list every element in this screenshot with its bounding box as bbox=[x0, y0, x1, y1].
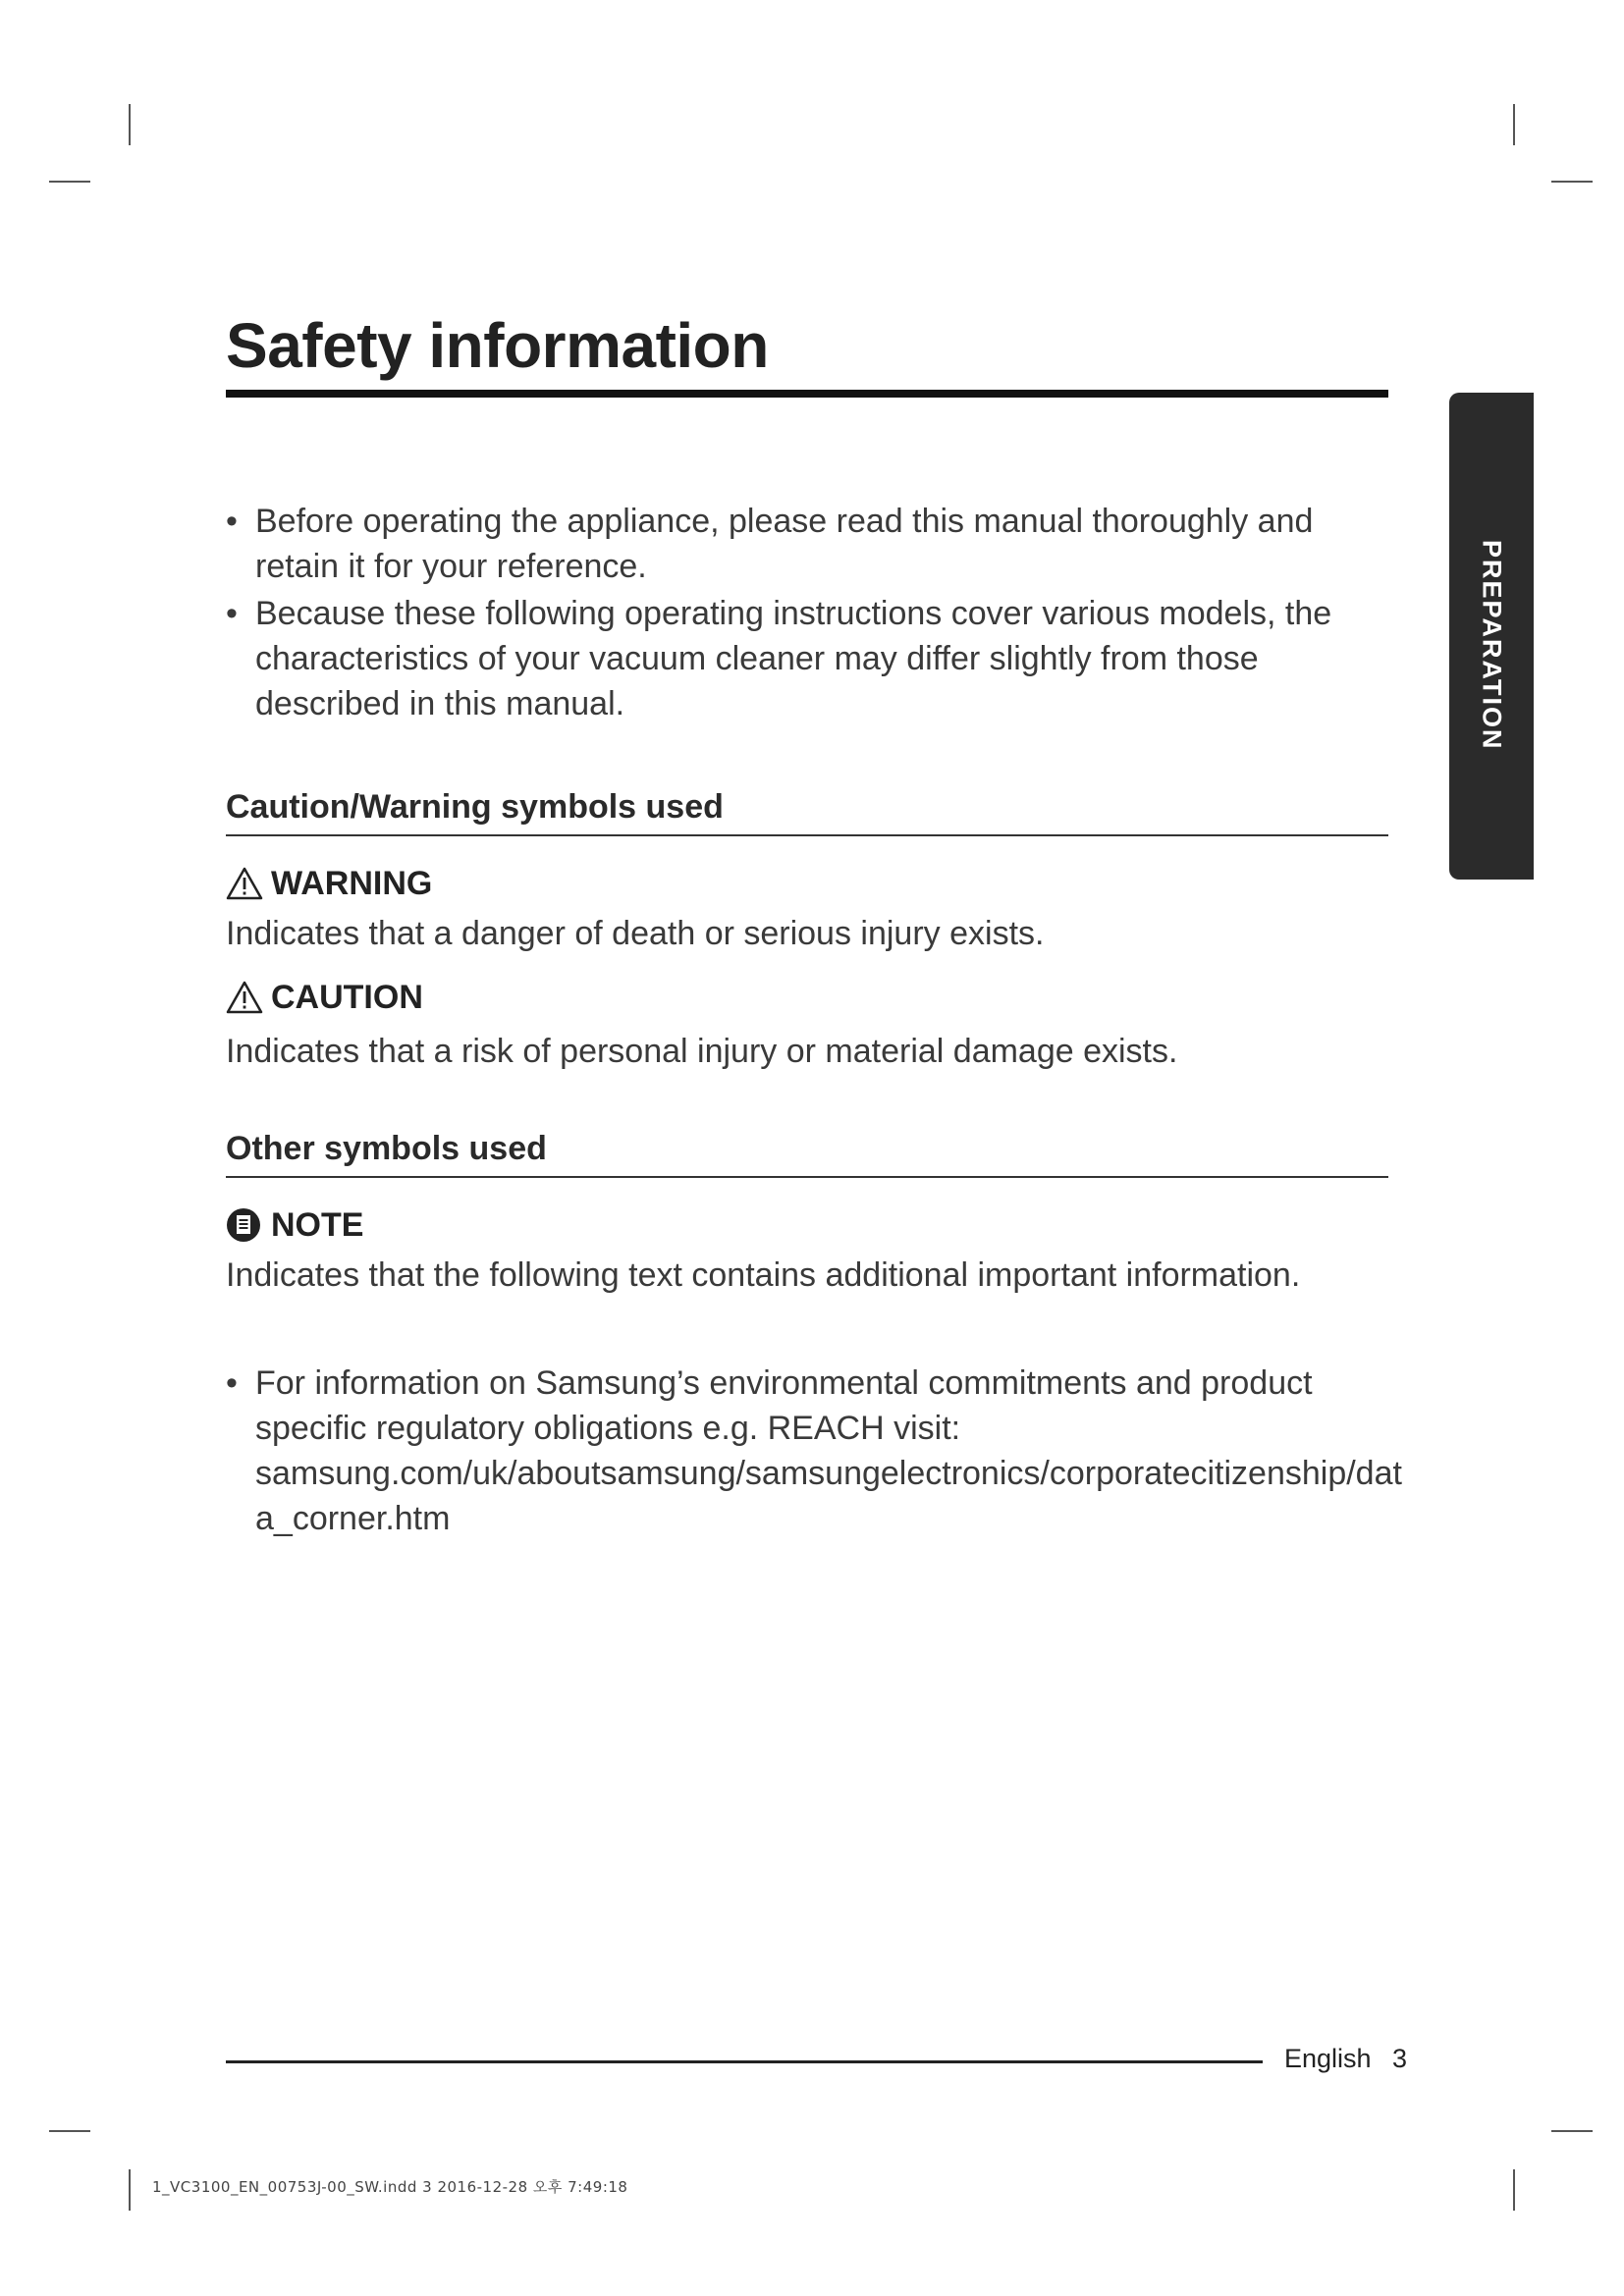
bullet-text: For information on Samsung’s environmental commitments and product specific regulatory obligations e.g. REACH visit: samsung.com/uk/aboutsamsung/samsungelectronics/corporatecitizenship/data_corner.htm bbox=[255, 1364, 1402, 1537]
note-label bbox=[226, 1203, 363, 1247]
other-section-rule bbox=[226, 1176, 1388, 1178]
crop-mark-top-left bbox=[129, 104, 131, 145]
footer-rule bbox=[226, 2060, 1263, 2063]
list-item bbox=[226, 499, 1394, 589]
note-description: Indicates that the following text contains additional important information. bbox=[226, 1256, 1301, 1294]
footer-language: English bbox=[1284, 2044, 1372, 2073]
warning-label bbox=[226, 862, 432, 905]
caution-section-heading: Caution/Warning symbols used bbox=[226, 788, 724, 826]
bullet-text: Because these following operating instructions cover various models, the characteristics of your vacuum cleaner may differ slightly from those described in this manual. bbox=[255, 595, 1332, 722]
list-item bbox=[226, 591, 1394, 726]
warning-description: Indicates that a danger of death or serious injury exists. bbox=[226, 915, 1045, 952]
caution-description: Indicates that a risk of personal injury or material damage exists. bbox=[226, 1033, 1178, 1070]
warning-triangle-icon bbox=[226, 866, 263, 901]
crop-mark-bottom-left bbox=[129, 2169, 131, 2211]
crop-mark-bottom-right bbox=[1513, 2169, 1515, 2211]
list-item bbox=[226, 1361, 1404, 1541]
page-title: Safety information bbox=[226, 310, 769, 381]
crop-mark-bottom-left-h bbox=[49, 2130, 90, 2132]
bullet-dot: • bbox=[226, 503, 238, 540]
caution-label bbox=[226, 976, 423, 1019]
crop-mark-bottom-right-h bbox=[1551, 2130, 1593, 2132]
bullet-dot: • bbox=[226, 1364, 238, 1402]
note-document-icon bbox=[226, 1207, 263, 1243]
other-section-heading: Other symbols used bbox=[226, 1130, 547, 1167]
page-number: 3 bbox=[1392, 2044, 1408, 2073]
caution-label-text: CAUTION bbox=[271, 979, 423, 1016]
bullet-text: Before operating the appliance, please read this manual thoroughly and retain it for your reference. bbox=[255, 503, 1314, 585]
crop-mark-top-right-h bbox=[1551, 181, 1593, 183]
intro-bullet-list bbox=[226, 499, 1394, 728]
note-label-text: NOTE bbox=[271, 1206, 364, 1244]
print-slug: 1_VC3100_EN_00753J-00_SW.indd 3 2016-12-28 오후 7:49:18 bbox=[152, 2178, 628, 2196]
warning-label-text: WARNING bbox=[271, 865, 433, 902]
section-side-tab-label: PREPARATION bbox=[1477, 540, 1507, 751]
info-bullet-list bbox=[226, 1361, 1404, 1541]
title-rule bbox=[226, 390, 1388, 398]
crop-mark-top-left-h bbox=[49, 181, 90, 183]
caution-section-rule bbox=[226, 834, 1388, 836]
warning-triangle-icon bbox=[226, 980, 263, 1015]
bullet-dot: • bbox=[226, 595, 238, 632]
crop-mark-top-right bbox=[1513, 104, 1515, 145]
